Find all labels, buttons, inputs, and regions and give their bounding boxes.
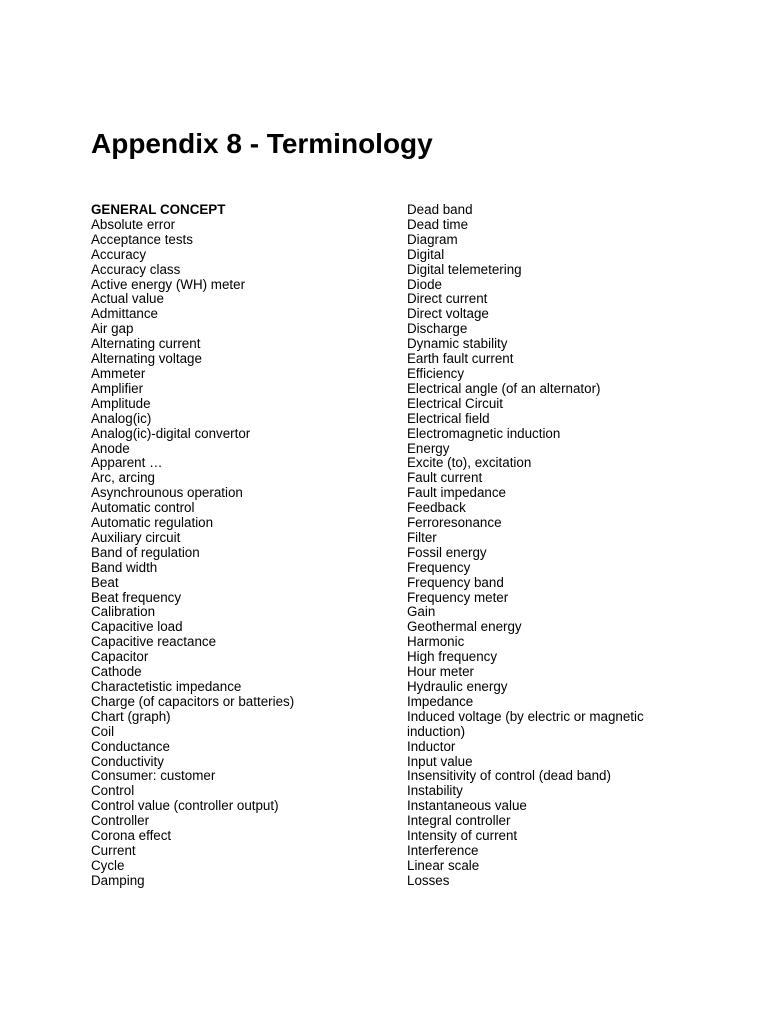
term-list-item: Frequency band bbox=[407, 574, 504, 590]
term-list-item: Capacitive load bbox=[91, 619, 183, 635]
term-list-item: Filter bbox=[407, 529, 437, 545]
term-list-item: Efficiency bbox=[407, 365, 465, 381]
term-list-item: Admittance bbox=[91, 306, 158, 322]
term-list-item: Beat frequency bbox=[91, 589, 182, 605]
term-list-item: Absolute error bbox=[91, 216, 176, 232]
term-list-item: High frequency bbox=[407, 649, 498, 665]
term-list-item: Input value bbox=[407, 753, 473, 769]
term-list-item: Fossil energy bbox=[407, 544, 487, 560]
section-heading: GENERAL CONCEPT bbox=[91, 202, 226, 217]
term-list-item: Chart (graph) bbox=[91, 708, 171, 724]
term-list-item: Coil bbox=[91, 723, 115, 739]
term-list-item: Dynamic stability bbox=[407, 336, 508, 352]
term-list-item: Automatic control bbox=[91, 500, 195, 516]
term-list-item: Control value (controller output) bbox=[91, 798, 279, 814]
term-list-item: Linear scale bbox=[407, 857, 480, 873]
term-list-item: Auxiliary circuit bbox=[91, 529, 181, 545]
term-list-item: Gain bbox=[407, 604, 436, 620]
term-list-item: Damping bbox=[91, 872, 145, 888]
term-list-item: Acceptance tests bbox=[91, 231, 193, 247]
term-list-item: Insensitivity of control (dead band) bbox=[407, 768, 611, 784]
term-list-item: Actual value bbox=[91, 291, 164, 307]
term-list-item: Electrical Circuit bbox=[407, 395, 503, 411]
term-list-item: Band width bbox=[91, 559, 158, 575]
term-list-item: Accuracy bbox=[91, 246, 147, 262]
term-list-item: Capacitor bbox=[91, 649, 149, 665]
term-list-item: Fault current bbox=[407, 470, 483, 486]
term-list-item: Diode bbox=[407, 276, 442, 292]
term-list-item: Beat bbox=[91, 574, 119, 590]
term-list-item: Dead band bbox=[407, 202, 473, 217]
term-list-item: Accuracy class bbox=[91, 261, 181, 277]
term-list-item: Induced voltage (by electric or magnetic induction) bbox=[407, 708, 644, 739]
term-list-item: Digital bbox=[407, 246, 445, 262]
term-list-item: Conductivity bbox=[91, 753, 164, 769]
term-list-item: Cathode bbox=[91, 664, 142, 680]
term-list-item: Capacitive reactance bbox=[91, 634, 217, 650]
term-list-item: Fault impedance bbox=[407, 485, 506, 501]
term-list-item: Amplitude bbox=[91, 395, 151, 411]
term-list-item: Analog(ic)-digital convertor bbox=[91, 425, 251, 441]
term-list-item: Electrical angle (of an alternator) bbox=[407, 380, 601, 396]
term-list-item: Calibration bbox=[91, 604, 156, 620]
term-list-item: Interference bbox=[407, 842, 479, 858]
term-list-item: Alternating voltage bbox=[91, 351, 202, 367]
term-list-right-column bbox=[407, 203, 667, 889]
term-list-item: Inductor bbox=[407, 738, 456, 754]
term-list-item: Excite (to), excitation bbox=[407, 455, 532, 471]
term-list-item: Energy bbox=[407, 440, 450, 456]
term-list-item: Harmonic bbox=[407, 634, 465, 650]
term-list-item: Conductance bbox=[91, 738, 170, 754]
term-list-item: Losses bbox=[407, 872, 450, 888]
term-list-item: Geothermal energy bbox=[407, 619, 522, 635]
term-list-item: Automatic regulation bbox=[91, 515, 214, 531]
page-title: Appendix 8 - Terminology bbox=[91, 128, 433, 159]
term-list-item: Control bbox=[91, 783, 135, 799]
term-list-item: Earth fault current bbox=[407, 351, 514, 367]
term-list-item: Frequency meter bbox=[407, 589, 509, 605]
term-list-item: Discharge bbox=[407, 321, 468, 337]
term-list-item: Dead time bbox=[407, 216, 469, 232]
term-list-left-column bbox=[91, 203, 391, 889]
term-list-item: Electromagnetic induction bbox=[407, 425, 561, 441]
term-list-item: Integral controller bbox=[407, 813, 511, 829]
term-list-item: Hour meter bbox=[407, 664, 474, 680]
term-list-item: Band of regulation bbox=[91, 544, 200, 560]
term-list-item: Amplifier bbox=[91, 380, 144, 396]
term-list-item: Asynchrounous operation bbox=[91, 485, 243, 501]
term-list-item: Ferroresonance bbox=[407, 515, 502, 531]
term-list-item: Instability bbox=[407, 783, 463, 799]
term-list-item: Arc, arcing bbox=[91, 470, 155, 486]
term-list-item: Charactetistic impedance bbox=[91, 679, 242, 694]
term-list-item: Consumer: customer bbox=[91, 768, 216, 784]
term-list-item: Anode bbox=[91, 440, 130, 456]
term-list-item: Impedance bbox=[407, 693, 474, 709]
term-list-item: Diagram bbox=[407, 231, 458, 247]
term-list-item: Hydraulic energy bbox=[407, 679, 508, 694]
term-list-item: Controller bbox=[91, 813, 150, 829]
term-list-item: Alternating current bbox=[91, 336, 201, 352]
term-list-item: Ammeter bbox=[91, 365, 146, 381]
term-list-item: Feedback bbox=[407, 500, 466, 516]
term-list-item: Frequency bbox=[407, 559, 471, 575]
term-list-item: Instantaneous value bbox=[407, 798, 527, 814]
term-list-item: Direct voltage bbox=[407, 306, 489, 322]
term-list-item: Analog(ic) bbox=[91, 410, 152, 426]
term-list-item: Current bbox=[91, 842, 136, 858]
term-list-item: Electrical field bbox=[407, 410, 490, 426]
term-list-item: Air gap bbox=[91, 321, 134, 337]
term-list-item: Charge (of capacitors or batteries) bbox=[91, 693, 295, 709]
term-list-item: Apparent … bbox=[91, 455, 163, 471]
term-list-item: Cycle bbox=[91, 857, 125, 873]
term-list-item: Active energy (WH) meter bbox=[91, 276, 246, 292]
term-list-item: Digital telemetering bbox=[407, 261, 522, 277]
term-list-item: Intensity of current bbox=[407, 828, 518, 844]
term-list-item: Corona effect bbox=[91, 828, 172, 844]
term-list-item: Direct current bbox=[407, 291, 488, 307]
